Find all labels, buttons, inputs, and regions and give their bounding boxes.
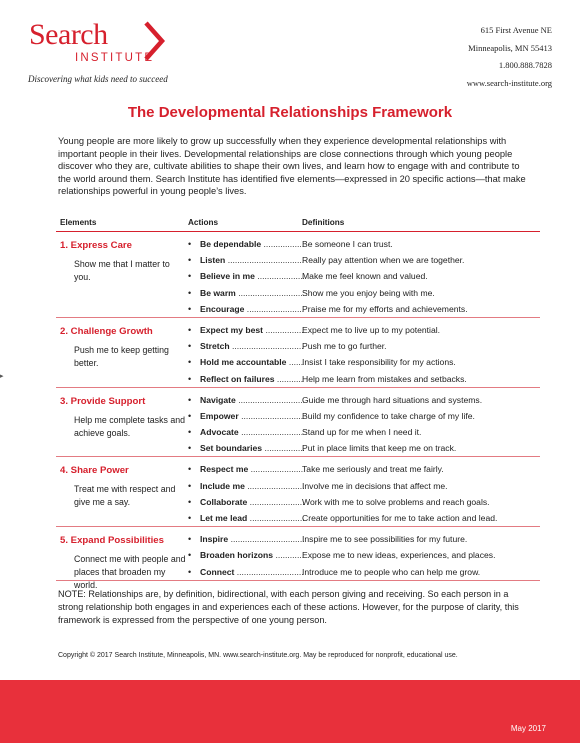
framework-table (56, 215, 540, 591)
action-definition: Build my confidence to take charge of my life. (302, 410, 475, 421)
action-definition: Praise me for my efforts and achievements. (302, 303, 468, 314)
action-definition: Make me feel known and valued. (302, 271, 428, 282)
action-name: Hold me accountable ..... (200, 354, 304, 370)
action-name: Stretch ..... (200, 338, 304, 354)
action-row (188, 354, 540, 370)
action-definition: Stand up for me when I need it. (302, 427, 422, 438)
action-row (188, 322, 540, 338)
margin-arrow-icon: ▸ (0, 373, 4, 380)
action-definition: Help me learn from mistakes and setbacks. (302, 373, 467, 384)
action-row (188, 547, 540, 563)
logo-subtitle: INSTITUTE (75, 52, 155, 64)
action-definition: Involve me in decisions that affect me. (302, 480, 448, 491)
action-row (188, 392, 540, 408)
element-description: Connect me with people and places that broaden my world. (74, 554, 186, 591)
action-name: Set boundaries ..... (200, 440, 304, 456)
element-title: 1. Express Care (60, 240, 132, 251)
element-description: Show me that I matter to you. (74, 259, 170, 282)
action-definition: Introduce me to people who can help me grow. (302, 566, 481, 577)
action-definition: Be someone I can trust. (302, 239, 393, 249)
bullet-icon: • (188, 534, 192, 545)
bullet-icon: • (188, 394, 192, 405)
bullet-icon: • (188, 373, 192, 384)
action-name: Empower ..... (200, 408, 304, 424)
bullet-icon: • (188, 427, 192, 438)
bullet-icon: • (188, 287, 192, 298)
address-city: Minneapolis, MN 55413 (468, 42, 552, 53)
action-name: Advocate ..... (200, 424, 304, 440)
bullet-icon: • (188, 255, 192, 266)
footer-date: May 2017 (510, 724, 546, 733)
action-row (188, 268, 540, 284)
header-definitions: Definitions (302, 218, 345, 227)
action-name: Reflect on failures ..... (200, 371, 304, 387)
action-name: Listen ..... (200, 252, 304, 268)
action-name: Expect my best ..... (200, 322, 304, 338)
note-paragraph: NOTE: Relationships are, by definition, bidirectional, with each person giving and receiving. So each person in a strong relationship both engages in and experiences each of these actions. However, for the purpose of clarity, this framework is expressed from the perspective of one young person. (58, 589, 519, 625)
action-name: Respect me ..... (200, 461, 304, 477)
bullet-icon: • (188, 357, 192, 368)
action-name: Collaborate ..... (200, 494, 304, 510)
bullet-icon: • (188, 566, 192, 577)
action-row (188, 478, 540, 494)
action-name: Connect ..... (200, 564, 304, 580)
action-definition: Show me you enjoy being with me. (302, 287, 435, 298)
action-definition: Really pay attention when we are together. (302, 255, 465, 266)
bullet-icon: • (188, 550, 192, 561)
intro-paragraph: Young people are more likely to grow up successfully when they experience developmental relationships with important people in their lives. Developmental relationships are close connections through which young people discover who they are, cultivate abilities to shape their own lives, and learn how to engage with and contribute to the world around them. Search Institute has identified five elements—expressed in 20 specific actions—that make relationships powerful in young people’s lives. (58, 136, 526, 197)
footer-bar (0, 680, 580, 743)
bullet-icon: • (188, 513, 192, 523)
action-definition: Expect me to live up to my potential. (302, 324, 441, 335)
action-row (188, 252, 540, 268)
bullet-icon: • (188, 303, 192, 314)
action-row (188, 301, 540, 317)
action-definition: Inspire me to see possibilities for my future. (302, 534, 468, 545)
action-name: Include me ..... (200, 478, 304, 494)
header-elements: Elements (60, 218, 97, 227)
element-section (56, 388, 540, 458)
bullet-icon: • (188, 341, 192, 352)
address-block (467, 22, 552, 92)
action-row (188, 371, 540, 387)
action-row (188, 564, 540, 580)
action-name: Let me lead ..... (200, 510, 304, 526)
action-row (188, 440, 540, 456)
element-description: Push me to keep getting better. (74, 344, 169, 368)
action-row (188, 494, 540, 510)
action-definition: Insist I take responsibility for my actions. (302, 357, 456, 368)
address-phone: 1.800.888.7828 (498, 60, 552, 70)
action-row (188, 510, 540, 526)
address-street: 615 First Avenue NE (480, 25, 552, 35)
action-definition: Create opportunities for me to take action and lead. (302, 513, 498, 523)
bullet-icon: • (188, 239, 192, 249)
element-title: 3. Provide Support (60, 395, 146, 407)
action-name: Believe in me ..... (200, 268, 304, 284)
element-title: 4. Share Power (60, 465, 129, 477)
action-row (188, 285, 540, 301)
table-body (56, 232, 540, 591)
bullet-icon: • (188, 480, 192, 491)
action-definition: Expose me to new ideas, experiences, and places. (302, 550, 496, 561)
document-title: The Developmental Relationships Framework (127, 104, 453, 121)
logo-word: Search (29, 18, 108, 51)
action-row (188, 338, 540, 354)
action-definition: Put in place limits that keep me on track. (302, 443, 457, 454)
element-title: 5. Expand Possibilities (60, 535, 164, 547)
tagline: Discovering what kids need to succeed (28, 74, 168, 84)
action-row (188, 236, 540, 252)
element-description: Treat me with respect and give me a say. (74, 484, 176, 508)
action-name: Be dependable ..... (200, 236, 304, 252)
bullet-icon: • (188, 496, 192, 507)
action-name: Encourage ..... (200, 301, 304, 317)
action-name: Navigate ..... (200, 392, 304, 408)
element-section (56, 457, 540, 527)
element-section (56, 318, 540, 388)
bullet-icon: • (188, 464, 192, 475)
bullet-icon: • (188, 271, 192, 282)
bullet-icon: • (188, 443, 192, 454)
bullet-icon: • (188, 324, 192, 335)
action-row (188, 408, 540, 424)
element-description: Help me complete tasks and achieve goals. (74, 414, 185, 438)
action-definition: Work with me to solve problems and reach goals. (302, 496, 490, 507)
header-actions: Actions (188, 218, 219, 227)
action-definition: Guide me through hard situations and systems. (302, 394, 483, 405)
element-section (56, 232, 540, 318)
action-row (188, 461, 540, 477)
address-website[interactable]: www.search-institute.org (466, 77, 552, 88)
action-row (188, 531, 540, 547)
copyright-line: Copyright © 2017 Search Institute, Minneapolis, MN. www.search-institute.org. May be reproduced for nonprofit, educational use. (58, 652, 458, 659)
action-name: Broaden horizons ..... (200, 547, 304, 563)
element-title: 2. Challenge Growth (60, 325, 153, 337)
table-header (56, 215, 540, 232)
action-name: Inspire ..... (200, 531, 304, 547)
action-name: Be warm ..... (200, 285, 304, 301)
action-definition: Take me seriously and treat me fairly. (302, 464, 444, 475)
bullet-icon: • (188, 410, 192, 421)
action-definition: Push me to go further. (302, 341, 387, 352)
action-row (188, 424, 540, 440)
element-section (56, 527, 540, 591)
